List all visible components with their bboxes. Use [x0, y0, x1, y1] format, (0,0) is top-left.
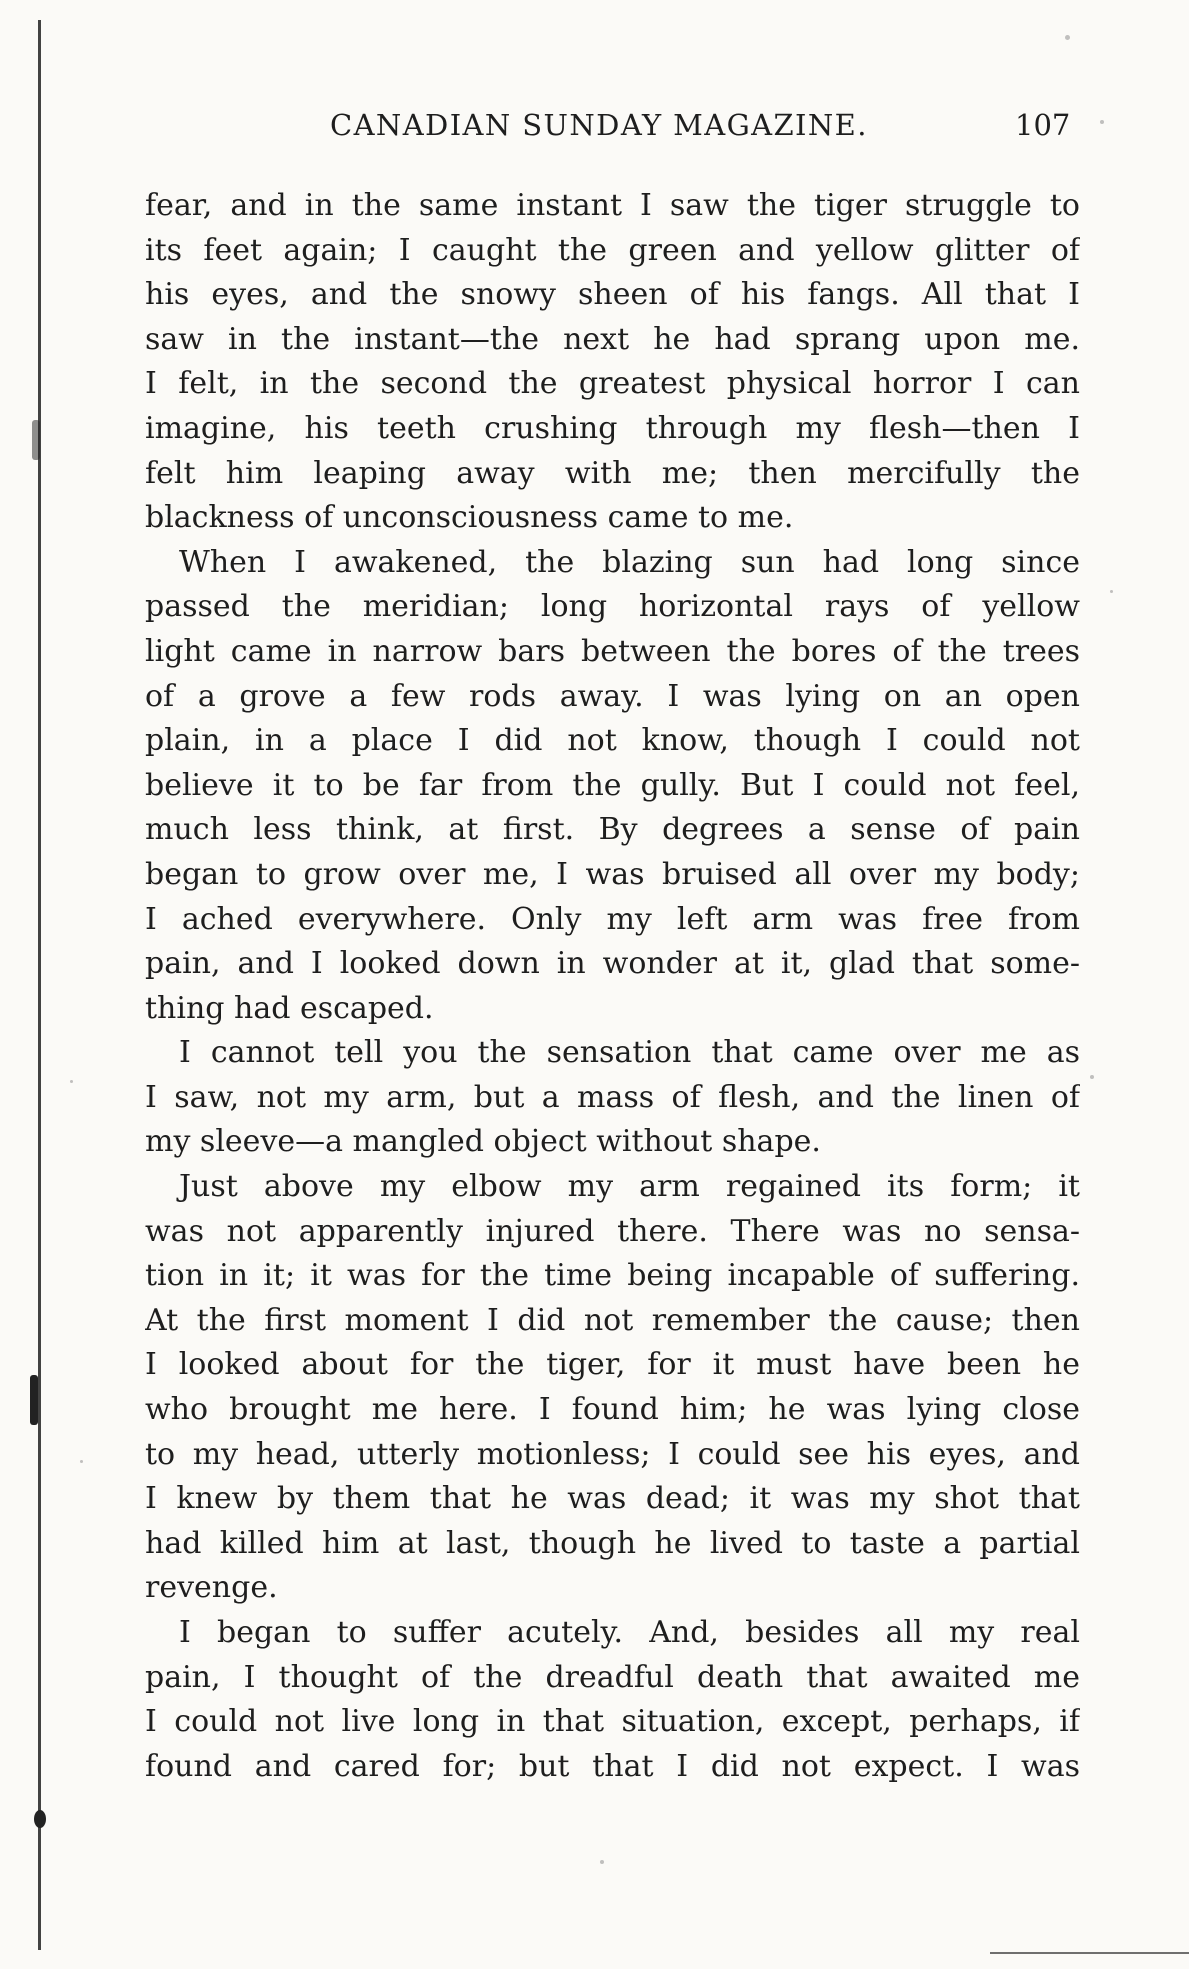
text-line: was not apparently injured there. There was no sensa-	[145, 1213, 1080, 1249]
text-line: had killed him at last, though he lived to taste a partial	[145, 1525, 1080, 1561]
binding-mark	[30, 1375, 38, 1425]
paragraph-first-line: I cannot tell you the sensation that came over me as	[179, 1035, 1080, 1071]
text-line: I looked about for the tiger, for it must have been he	[145, 1347, 1080, 1383]
paper-speck	[70, 1080, 73, 1083]
paper-speck	[1065, 35, 1070, 40]
text-line: who brought me here. I found him; he was lying close	[145, 1392, 1080, 1428]
text-line: I knew by them that he was dead; it was my shot that	[145, 1481, 1080, 1517]
text-line: felt him leaping away with me; then mercifully the	[145, 455, 1080, 491]
paper-speck	[600, 1860, 604, 1864]
text-line: blackness of unconsciousness came to me.	[145, 500, 794, 536]
paper-speck	[1110, 590, 1113, 593]
text-line: I saw, not my arm, but a mass of flesh, and the linen of	[145, 1079, 1080, 1115]
text-line: passed the meridian; long horizontal rays of yellow	[145, 589, 1080, 625]
paragraph-first-line: I began to suffer acutely. And, besides all my real	[179, 1615, 1080, 1650]
text-line: plain, in a place I did not know, though I could not	[145, 723, 1080, 759]
running-head: CANADIAN SUNDAY MAGAZINE.	[330, 108, 868, 142]
paper-speck	[80, 1460, 83, 1463]
text-line: began to grow over me, I was bruised all over my body;	[145, 856, 1080, 892]
text-line: I ached everywhere. Only my left arm was free from	[145, 901, 1080, 937]
text-line: pain, I thought of the dreadful death that awaited me	[145, 1659, 1080, 1695]
text-line: thing had escaped.	[145, 990, 434, 1026]
paragraph-first-line: Just above my elbow my arm regained its form; it	[179, 1169, 1080, 1205]
text-line: light came in narrow bars between the bores of the trees	[145, 633, 1080, 669]
text-line: I could not live long in that situation, except, perhaps, if	[145, 1704, 1080, 1740]
text-line: saw in the instant—the next he had sprang upon me.	[145, 321, 1080, 357]
text-line: his eyes, and the snowy sheen of his fangs. All that I	[145, 277, 1080, 313]
text-line: its feet again; I caught the green and yellow glitter of	[145, 232, 1080, 268]
text-line: of a grove a few rods away. I was lying on an open	[145, 678, 1080, 714]
bottom-rule	[990, 1952, 1189, 1954]
text-line: revenge.	[145, 1570, 278, 1606]
text-line: fear, and in the same instant I saw the tiger struggle to	[145, 188, 1080, 223]
paragraph-first-line: When I awakened, the blazing sun had long since	[179, 544, 1080, 580]
binding-edge	[38, 20, 41, 1950]
text-line: imagine, his teeth crushing through my flesh—then I	[145, 410, 1080, 446]
text-line: pain, and I looked down in wonder at it, glad that some-	[145, 946, 1080, 982]
text-line: my sleeve—a mangled object without shape.	[145, 1124, 821, 1160]
text-line: tion in it; it was for the time being incapable of suffering.	[145, 1258, 1080, 1294]
text-line: At the first moment I did not remember the cause; then	[145, 1302, 1080, 1338]
text-column	[145, 184, 1080, 1789]
binding-mark	[34, 1810, 46, 1828]
text-line: to my head, utterly motionless; I could see his eyes, and	[145, 1436, 1080, 1472]
page-number: 107	[1015, 108, 1071, 142]
text-line: found and cared for; but that I did not expect. I was	[145, 1748, 1080, 1784]
text-line: believe it to be far from the gully. But I could not feel,	[145, 767, 1080, 803]
text-line: much less think, at first. By degrees a sense of pain	[145, 812, 1080, 848]
paper-speck	[1090, 1075, 1094, 1079]
binding-mark	[32, 420, 40, 460]
text-line: I felt, in the second the greatest physical horror I can	[145, 366, 1080, 402]
page-header	[0, 108, 1189, 148]
